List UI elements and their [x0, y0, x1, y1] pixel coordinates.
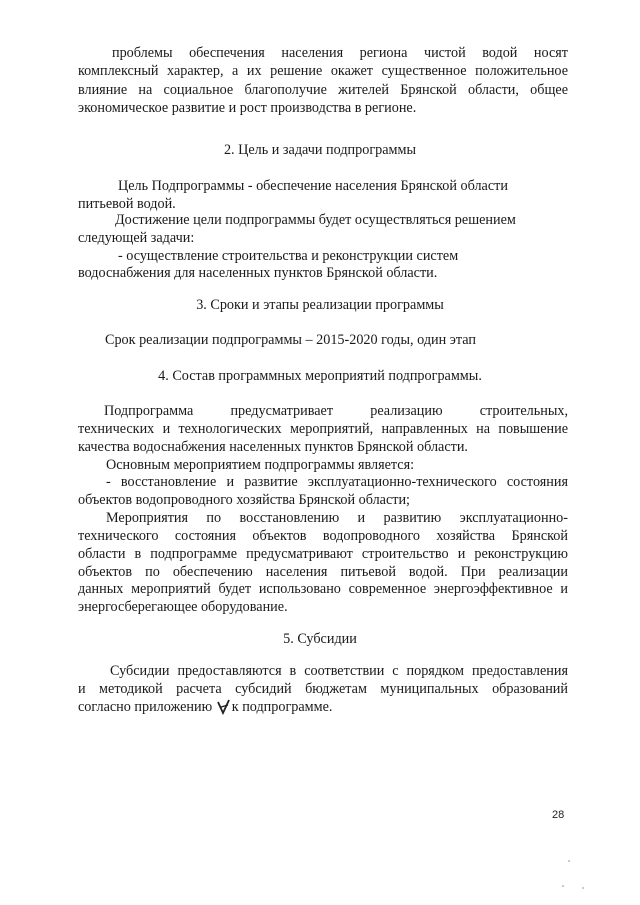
goal-line-1: Цель Подпрограммы - обеспечение населения Брянской области	[118, 178, 508, 194]
section-4-heading: 4. Состав программных мероприятий подпрограммы.	[158, 368, 482, 384]
program-line-6: объектов водопроводного хозяйства Брянской области;	[78, 492, 410, 508]
program-line-9: области в подпрограмме предусматривают строительство и реконструкцию	[78, 546, 568, 562]
subsidy-line-3-text: согласно приложению	[78, 699, 216, 715]
subsidy-line-3	[78, 698, 568, 717]
task-line-1: Достижение цели подпрограммы будет осуществляться решением	[115, 212, 516, 228]
task-line-4: водоснабжения для населенных пунктов Брянской области.	[78, 265, 438, 281]
scan-speck	[562, 885, 564, 887]
program-line-3: качества водоснабжения населенных пунктов Брянской области.	[78, 439, 468, 455]
intro-line-3: влияние на социальное благополучие жителей Брянской области, общее	[78, 82, 568, 98]
program-line-8: технического состояния объектов водопроводного хозяйства Брянской	[78, 528, 568, 544]
program-line-2: технических и технологических мероприятий, направленных на повышение	[78, 421, 568, 437]
task-line-2: следующей задачи:	[78, 230, 195, 246]
task-line-3: - осуществление строительства и реконструкции систем	[118, 248, 459, 264]
subsidy-line-3-tail: к подпрограмме.	[231, 699, 333, 715]
handwritten-mark-icon	[216, 698, 232, 716]
scan-speck	[582, 887, 584, 889]
scan-speck	[568, 860, 570, 862]
program-line-10: объектов по обеспечению населения питьевой водой. При реализации	[78, 564, 568, 580]
subsidy-line-1: Субсидии предоставляются в соответствии с порядком предоставления	[110, 663, 568, 679]
program-line-11: данных мероприятий будет использовано современное энергоэффективное и	[78, 581, 568, 597]
program-line-1: Подпрограмма предусматривает реализацию строительных,	[104, 403, 568, 419]
intro-line-4: экономическое развитие и рост производства в регионе.	[78, 100, 417, 116]
intro-line-2: комплексный характер, а их решение окажет существенное положительное	[78, 63, 568, 79]
term-line: Срок реализации подпрограммы – 2015-2020 годы, один этап	[105, 332, 476, 348]
intro-line-1: проблемы обеспечения населения региона чистой водой носят	[112, 45, 568, 61]
subsidy-line-2: и методикой расчета субсидий бюджетам муниципальных образований	[78, 681, 568, 697]
section-3-heading: 3. Сроки и этапы реализации программы	[196, 297, 444, 313]
section-5-heading: 5. Субсидии	[283, 631, 357, 647]
goal-line-2: питьевой водой.	[78, 196, 176, 212]
program-line-7: Мероприятия по восстановлению и развитию эксплуатационно-	[106, 510, 568, 526]
program-line-5: - восстановление и развитие эксплуатационно-технического состояния	[106, 474, 568, 490]
program-line-4: Основным мероприятием подпрограммы является:	[106, 457, 415, 473]
program-line-12: энергосберегающее оборудование.	[78, 599, 288, 615]
page-number: 28	[552, 809, 565, 821]
section-2-heading: 2. Цель и задачи подпрограммы	[223, 142, 417, 158]
